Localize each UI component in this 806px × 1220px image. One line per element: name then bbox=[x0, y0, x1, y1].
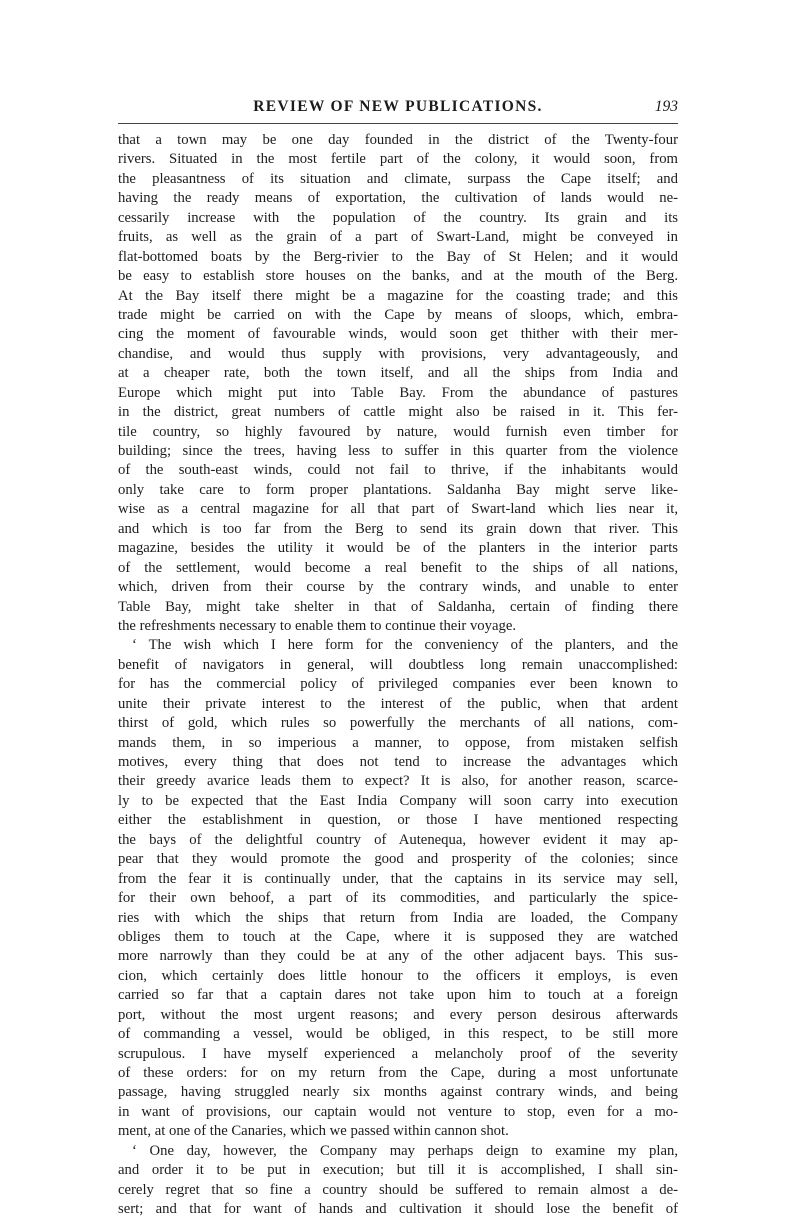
text-line: either the establishment in question, or those I have mentioned respecting bbox=[118, 812, 678, 829]
text-line: only take care to form proper plantations. Saldanha Bay might serve like- bbox=[118, 481, 678, 498]
text-line: flat-bottomed boats by the Berg-rivier to the Bay of St Helen; and it would bbox=[118, 248, 678, 265]
text-line: the pleasantness of its situation and climate, surpass the Cape itself; and bbox=[118, 170, 678, 187]
text-line: trade might be carried on with the Cape by means of sloops, which, embra- bbox=[118, 306, 678, 323]
text-line: port, without the most urgent reasons; and every person desirous afterwards bbox=[118, 1006, 678, 1023]
text-line: of these orders: for on my return from the Cape, during a most unfortunate bbox=[118, 1065, 678, 1081]
text-line: motives, every thing that does not tend to increase the advantages which bbox=[118, 754, 678, 770]
text-line: magazine, besides the utility it would be of the planters in the interior parts bbox=[118, 540, 678, 557]
text-line: the refreshments necessary to enable them to continue their voyage. bbox=[118, 617, 517, 634]
text-line: pear that they would promote the good and prosperity of the colonies; since bbox=[118, 851, 678, 868]
text-line: cing the moment of favourable winds, would soon get thither with their mer- bbox=[118, 326, 678, 343]
text-line: their greedy avarice leads them to expect? It is also, for another reason, scarce- bbox=[118, 773, 678, 790]
text-line: tile country, so highly favoured by nature, would furnish even timber for bbox=[118, 423, 678, 440]
text-line: rivers. Situated in the most fertile part of the colony, it would soon, from bbox=[118, 151, 678, 168]
text-line: ment, at one of the Canaries, which we passed within cannon shot. bbox=[118, 1123, 509, 1140]
page-number: 193 bbox=[654, 98, 678, 115]
text-line: wise as a central magazine for all that part of Swart-land which lies near it, bbox=[118, 501, 678, 518]
text-line: for has the commercial policy of privileged companies ever been known to bbox=[118, 676, 678, 693]
header-rule bbox=[118, 123, 678, 124]
text-line: in want of provisions, our captain would not venture to stop, even for a mo- bbox=[118, 1103, 678, 1120]
text-line: ly to be expected that the East India Company will soon carry into execution bbox=[118, 792, 678, 809]
text-line: sert; and that for want of hands and cultivation it should lose the benefit of bbox=[118, 1201, 678, 1218]
text-line: thirst of gold, which rules so powerfully the merchants of all nations, com- bbox=[118, 715, 678, 732]
text-line: having the ready means of exportation, the cultivation of lands would ne- bbox=[118, 190, 678, 207]
text-line: chandise, and would thus supply with provisions, very advantageously, and bbox=[118, 345, 678, 362]
text-line: unite their private interest to the interest of the public, when that ardent bbox=[118, 695, 678, 712]
text-line: and order it to be put in execution; but till it is accomplished, I shall sin- bbox=[118, 1162, 678, 1179]
text-line: be easy to establish store houses on the banks, and at the mouth of the Berg. bbox=[118, 268, 678, 285]
text-line: fruits, as well as the grain of a part of Swart-Land, might be conveyed in bbox=[118, 229, 678, 246]
text-line: At the Bay itself there might be a magazine for the coasting trade; and this bbox=[118, 287, 678, 304]
text-line: benefit of navigators in general, will doubtless long remain unaccomplished: bbox=[118, 656, 678, 673]
text-line: cion, which certainly does little honour to the officers it employs, is even bbox=[118, 967, 678, 984]
running-head: REVIEW OF NEW PUBLICATIONS. bbox=[253, 98, 543, 115]
text-line: mands them, in so imperious a manner, to oppose, from mistaken selfish bbox=[118, 734, 678, 751]
text-line: in the district, great numbers of cattle might also be raised in it. This fer- bbox=[118, 404, 678, 421]
page-header bbox=[118, 98, 678, 124]
text-line: Table Bay, might take shelter in that of Saldanha, certain of finding there bbox=[118, 598, 678, 615]
text-line: cerely regret that so fine a country should be suffered to remain almost a de- bbox=[118, 1181, 678, 1198]
text-line: scrupulous. I have myself experienced a melancholy proof of the severity bbox=[118, 1045, 678, 1062]
text-line: from the fear it is continually under, that the captains in its service may sell, bbox=[118, 870, 678, 887]
text-line: ries with which the ships that return from India are loaded, the Company bbox=[118, 909, 678, 926]
text-line: carried so far that a captain dares not take upon him to touch at a foreign bbox=[118, 987, 678, 1004]
text-line: the bays of the delightful country of Autenequa, however evident it may ap- bbox=[118, 831, 678, 848]
text-line: that a town may be one day founded in the district of the Twenty-four bbox=[118, 132, 678, 148]
text-line: Europe which might put into Table Bay. From the abundance of pastures bbox=[118, 384, 678, 401]
text-line: for their own behoof, a part of its commodities, and particularly the spice- bbox=[118, 890, 678, 907]
text-line: obliges them to touch at the Cape, where it is supposed they are watched bbox=[118, 928, 678, 945]
text-line: ‘ The wish which I here form for the conveniency of the planters, and the bbox=[132, 637, 678, 654]
text-line: of the south-east winds, could not fail to thrive, if the inhabitants would bbox=[118, 462, 678, 479]
text-line: building; since the trees, having less to suffer in this quarter from the violence bbox=[118, 443, 678, 459]
text-line: which, driven from their course by the contrary winds, and unable to enter bbox=[118, 579, 678, 596]
text-line: and which is too far from the Berg to send its grain down that river. This bbox=[118, 520, 678, 537]
text-line: ‘ One day, however, the Company may perhaps deign to examine my plan, bbox=[132, 1142, 678, 1159]
text-line: of the settlement, would become a real benefit to the ships of all nations, bbox=[118, 559, 678, 576]
text-line: passage, having struggled nearly six months against contrary winds, and being bbox=[118, 1084, 678, 1101]
text-line: cessarily increase with the population of the country. Its grain and its bbox=[118, 209, 678, 226]
body-text bbox=[118, 131, 678, 1220]
text-line: of commanding a vessel, would be obliged, in this respect, to be still more bbox=[118, 1026, 678, 1043]
text-line: more narrowly than they could be at any of the other adjacent bays. This sus- bbox=[118, 948, 678, 965]
text-line: at a cheaper rate, both the town itself, and all the ships from India and bbox=[118, 365, 678, 382]
